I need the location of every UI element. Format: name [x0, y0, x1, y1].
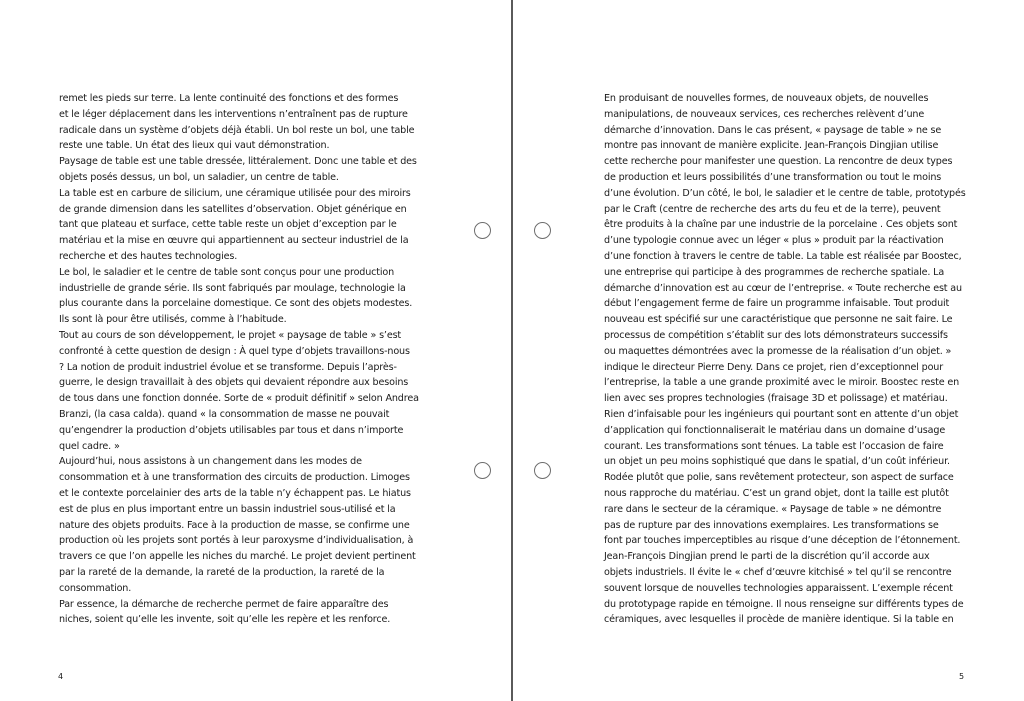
text-line: matériau et la mise en œuvre qui appartiennent au secteur industriel de la	[59, 235, 409, 247]
text-line: d’une évolution. D’un côté, le bol, le saladier et le centre de table, prototypés	[604, 187, 966, 199]
text-line: souvent lorsque de nouvelles technologies apparaissent. L’exemple récent	[604, 582, 953, 594]
text-line: un objet un peu moins sophistiqué que dans le spatial, d’un coût inférieur.	[604, 456, 950, 468]
text-line: manipulations, de nouveaux services, ces recherches relèvent d’une	[604, 108, 925, 120]
text-line: Rodée plutôt que polie, sans revêtement protecteur, son aspect de surface	[604, 472, 954, 484]
text-line: ou maquettes démontrées avec la promesse de la réalisation d’un objet. »	[604, 345, 952, 357]
text-line: montre pas innovant de manière explicite. Jean-François Dingjian utilise	[604, 140, 939, 152]
text-line: ? La notion de produit industriel évolue et se transforme. Depuis l’après-	[59, 361, 397, 373]
left-page-body-text	[59, 91, 421, 628]
text-line: production où les projets sont portés à leur paroxysme d’individualisation, à	[59, 535, 414, 547]
text-line: Par essence, la démarche de recherche permet de faire apparaître des	[59, 598, 389, 610]
text-line: et le contexte porcelainier des arts de la table n’y échappent pas. Le hiatus	[59, 487, 411, 499]
text-line: objets posés dessus, un bol, un saladier, un centre de table.	[59, 171, 339, 183]
right-page-body-text	[604, 91, 966, 628]
text-line: remet les pieds sur terre. La lente continuité des fonctions et des formes	[59, 93, 399, 104]
text-line: Aujourd’hui, nous assistons à un changement dans les modes de	[59, 456, 362, 468]
text-line: démarche d’innovation. Dans le cas présent, « paysage de table » ne se	[604, 124, 942, 136]
text-line: Paysage de table est une table dressée, littéralement. Donc une table et des	[59, 156, 417, 168]
text-line: pas de rupture par des innovations exemplaires. Les transformations se	[604, 519, 939, 531]
text-line: processus de compétition s’établit sur des lots démonstrateurs successifs	[604, 329, 948, 341]
text-line: nature des objets produits. Face à la production de masse, se confirme une	[59, 519, 410, 531]
text-line: Rien d’infaisable pour les ingénieurs qui pourtant sont en attente d’un objet	[604, 408, 959, 420]
text-line: objets industriels. Il évite le « chef d’œuvre kitchisé » tel qu’il se rencontre	[604, 566, 952, 578]
text-line: une entreprise qui participe à des programmes de recherche spatiale. La	[604, 266, 945, 278]
text-line: plus courante dans la porcelaine domestique. Ce sont des objets modestes.	[59, 298, 413, 310]
text-line: est de plus en plus important entre un bassin industriel sous-utilisé et la	[59, 503, 396, 515]
binding-hole-icon	[474, 462, 491, 479]
text-line: Le bol, le saladier et le centre de table sont conçus pour une production	[59, 266, 395, 278]
text-line: niches, soient qu’elle les invente, soit qu’elle les repère et les renforce.	[59, 614, 391, 626]
binding-hole-icon	[474, 222, 491, 239]
text-line: d’une typologie connue avec un léger « plus » produit par la réactivation	[604, 235, 944, 247]
page-gutter-divider	[511, 0, 513, 701]
text-line: d’application qui fonctionnaliserait le matériau dans un domaine d’usage	[604, 424, 946, 436]
text-line: consommation et à une transformation des circuits de production. Limoges	[59, 472, 410, 484]
binding-hole-icon	[534, 462, 551, 479]
text-line: et le léger déplacement dans les interventions n’entraînent pas de rupture	[59, 108, 408, 120]
text-line: lien avec ses propres technologies (fraisage 3D et polissage) et matériau.	[604, 393, 948, 405]
text-line: par la rareté de la demande, la rareté de la production, la rareté de la	[59, 566, 385, 578]
text-line: recherche et des hautes technologies.	[59, 250, 238, 262]
text-line: céramiques, avec lesquelles il procède de manière identique. Si la table en	[604, 614, 954, 626]
text-line: Ils sont là pour être utilisés, comme à l’habitude.	[59, 314, 287, 326]
text-line: font par touches imperceptibles au risque d’une déception de l’étonnement.	[604, 535, 961, 547]
text-line: quel cadre. »	[59, 440, 120, 452]
text-line: d’une fonction à travers le centre de table. La table est réalisée par Boostec,	[604, 250, 962, 262]
text-line: nouveau est spécifié sur une caractéristique que personne ne sait faire. Le	[604, 314, 953, 326]
text-line: nous rapproche du matériau. C’est un grand objet, dont la taille est plutôt	[604, 487, 949, 499]
text-line: Jean-François Dingjian prend le parti de la discrétion qu’il accorde aux	[604, 551, 930, 563]
text-line: rare dans le secteur de la céramique. « Paysage de table » ne démontre	[604, 503, 942, 515]
text-line: cette recherche pour manifester une question. La rencontre de deux types	[604, 156, 953, 168]
text-line: démarche d’innovation est au cœur de l’entreprise. « Toute recherche est au	[604, 282, 962, 294]
text-line: de production et leurs possibilités d’une transformation ou tout le moins	[604, 171, 942, 183]
text-line: confronté à cette question de design : À quel type d’objets travaillons-nous	[59, 345, 410, 357]
text-line: être produits à la chaîne par une industrie de la porcelaine . Ces objets sont	[604, 219, 958, 231]
text-line: courant. Les transformations sont ténues. La table est l’occasion de faire	[604, 440, 944, 452]
text-line: reste une table. Un état des lieux qui vaut démonstration.	[59, 140, 330, 152]
binding-hole-icon	[534, 222, 551, 239]
text-line: du prototypage rapide en témoigne. Il nous renseigne sur différents types de	[604, 598, 964, 610]
text-line: par le Craft (centre de recherche des arts du feu et de la terre), peuvent	[604, 203, 941, 215]
text-line: En produisant de nouvelles formes, de nouveaux objets, de nouvelles	[604, 93, 929, 104]
text-line: de tous dans une fonction donnée. Sorte de « produit définitif » selon Andrea	[59, 393, 419, 405]
text-line: qu’engendrer la production d’objets utilisables par tous et dans n’importe	[59, 424, 404, 436]
text-line: La table est en carbure de silicium, une céramique utilisée pour des miroirs	[59, 187, 411, 199]
text-line: Branzi, (la casa calda). quand « la consommation de masse ne pouvait	[59, 408, 390, 420]
text-line: guerre, le design travaillait à des objets qui devaient répondre aux besoins	[59, 377, 409, 389]
text-line: début l’engagement ferme de faire un programme infaisable. Tout produit	[604, 298, 950, 310]
right-page-number: 5	[959, 672, 965, 681]
text-line: tant que plateau et surface, cette table reste un objet d’exception par le	[59, 219, 397, 231]
text-line: radicale dans un système d’objets déjà établi. Un bol reste un bol, une table	[59, 124, 415, 136]
left-page-number: 4	[58, 672, 64, 681]
text-line: consommation.	[59, 582, 132, 594]
text-line: l’entreprise, la table a une grande proximité avec le miroir. Boostec reste en	[604, 377, 960, 389]
text-line: Tout au cours de son développement, le projet « paysage de table » s’est	[59, 329, 402, 341]
text-line: industrielle de grande série. Ils sont fabriqués par moulage, technologie la	[59, 282, 406, 294]
text-line: indique le directeur Pierre Deny. Dans ce projet, rien d’exceptionnel pour	[604, 361, 944, 373]
text-line: de grande dimension dans les satellites d’observation. Objet générique en	[59, 203, 407, 215]
text-line: travers ce que l’on appelle les niches du marché. Le projet devient pertinent	[59, 551, 416, 563]
